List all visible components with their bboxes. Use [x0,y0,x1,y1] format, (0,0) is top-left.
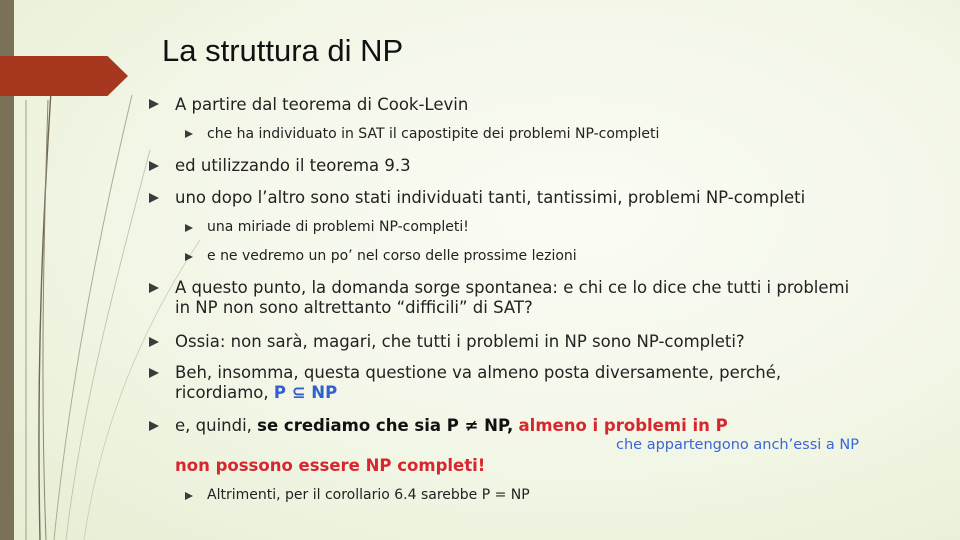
sub-bullet-marker [185,492,193,500]
sub-bullet-marker [185,253,193,261]
quindi-prefix: e, quindi, [175,416,252,435]
p-problems-highlight: almeno i problemi in P [518,416,728,435]
bullet-beh-line1: Beh, insomma, questa questione va almeno posta diversamente, perché, [175,363,782,382]
formula-p-subset-np: P ⊆ NP [273,383,338,402]
slide-title: La struttura di NP [162,33,404,68]
sub-bullet-marker [185,130,193,138]
bullet-marker [149,99,159,109]
bullet-marker [149,161,159,171]
ricordiamo-text: ricordiamo, [175,383,269,402]
bullet-marker [149,193,159,203]
sub-bullet-lezioni: e ne vedremo un po’ nel corso delle prossime lezioni [207,248,577,264]
bullet-marker [149,337,159,347]
sub-bullet-marker [185,224,193,232]
bullet-domanda-line1: A questo punto, la domanda sorge spontanea: e chi ce lo dice che tutti i problemi [175,278,850,297]
non-np-complete-statement: non possono essere NP completi! [175,456,486,475]
bullet-marker [149,368,159,378]
bullet-quindi-line1 [175,416,728,435]
bullet-marker [149,283,159,293]
bullet-individuati: uno dopo l’altro sono stati individuati tanti, tantissimi, problemi NP-completi [175,188,806,207]
np-membership-note: che appartengono anch’essi a NP [616,437,859,453]
bullet-domanda-line2: in NP non sono altrettanto “difficili” di SAT? [175,298,533,317]
sub-bullet-miriade: una miriade di problemi NP-completi! [207,219,469,235]
sub-bullet-corollario: Altrimenti, per il corollario 6.4 sarebbe P = NP [207,487,530,503]
p-neq-np-statement: se crediamo che sia P ≠ NP, [257,416,514,435]
bullet-marker [149,421,159,431]
sub-bullet-sat: che ha individuato in SAT il capostipite dei problemi NP-completi [207,126,660,142]
bullet-teorema: ed utilizzando il teorema 9.3 [175,156,411,175]
bullet-beh-line2 [175,383,337,402]
bullet-cook-levin: A partire dal teorema di Cook-Levin [175,95,469,114]
bullet-ossia: Ossia: non sarà, magari, che tutti i problemi in NP sono NP-completi? [175,332,745,351]
